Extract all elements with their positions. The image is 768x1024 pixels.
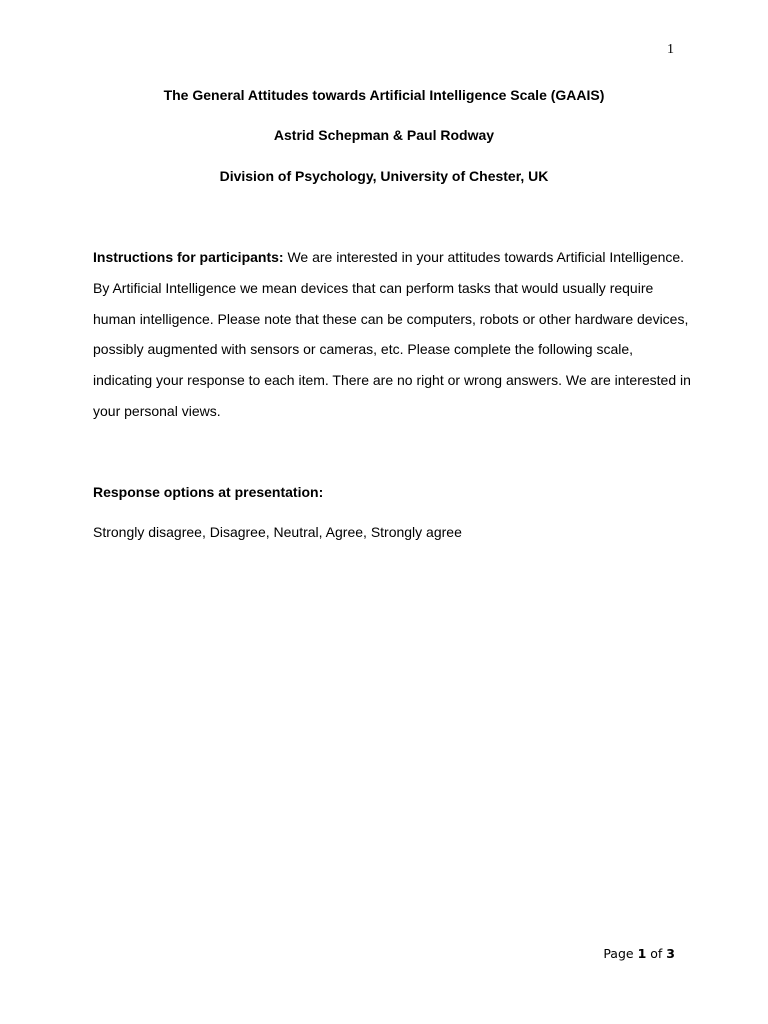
footer-current-page: 1 bbox=[637, 946, 647, 961]
footer-page-word: Page bbox=[603, 946, 634, 961]
affiliation: Division of Psychology, University of Chester, UK bbox=[219, 168, 549, 184]
footer-of-word: of bbox=[650, 946, 663, 961]
response-options-heading: Response options at presentation: bbox=[93, 484, 324, 500]
document-title: The General Attitudes towards Artificial Intelligence Scale (GAAIS) bbox=[163, 87, 605, 103]
authors: Astrid Schepman & Paul Rodway bbox=[273, 127, 495, 143]
instructions-text: We are interested in your attitudes towards Artificial Intelligence. By Artificial Intelligence we mean devices that can perform tasks that would usually require human intelligence. Please note that these can be computers, robots or other hardware devices, possibly augmented with sensors or cameras, etc. Please complete the following scale, indicating your response to each item. There are no right or wrong answers. We are interested in your personal views. bbox=[93, 249, 691, 419]
footer-total-pages: 3 bbox=[666, 946, 675, 961]
instructions-label: Instructions for participants: bbox=[93, 249, 284, 265]
page-number: 1 bbox=[667, 42, 674, 57]
response-options-list: Strongly disagree, Disagree, Neutral, Agree, Strongly agree bbox=[93, 524, 462, 540]
page-footer bbox=[603, 946, 675, 961]
instructions-paragraph bbox=[93, 242, 693, 427]
